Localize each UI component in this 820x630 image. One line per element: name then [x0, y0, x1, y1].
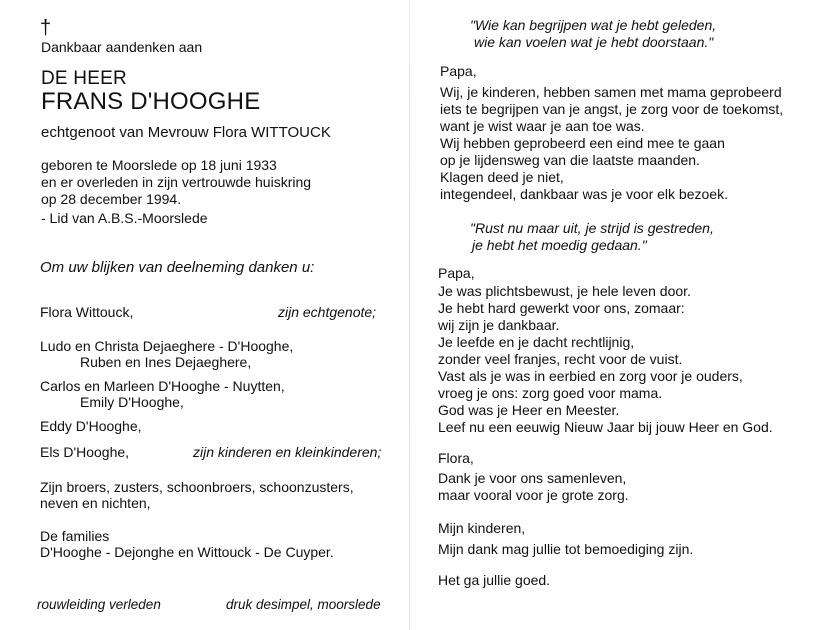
quote-2 — [470, 220, 714, 254]
thanks-heading: Om uw blijken van deelneming danken u: — [40, 259, 315, 276]
closing-line: Het ga jullie goed. — [438, 572, 551, 588]
siblings-line-2: neven en nichten, — [40, 495, 151, 511]
siblings-line-1: Zijn broers, zusters, schoonbroers, schoonzusters, — [40, 479, 354, 495]
papa-salutation-2: Papa, — [438, 265, 475, 281]
paragraph-line: Je leefde en je dacht rechtlijnig, — [438, 334, 635, 350]
membership-line: - Lid van A.B.S.-Moorslede — [41, 210, 208, 226]
cross-icon: † — [40, 17, 52, 39]
quote-line: je hebt het moedig gedaan." — [472, 237, 647, 253]
honorific-title: DE HEER — [41, 68, 127, 89]
paragraph-line: Wij, je kinderen, hebben samen met mama geprobeerd — [440, 84, 782, 100]
right-page — [410, 0, 820, 630]
mourner-family-1: Ludo en Christa Dejaeghere - D'Hooghe, — [40, 338, 294, 354]
papa-paragraph-2 — [438, 283, 773, 436]
quote-line: wie kan voelen wat je hebt doorstaan." — [474, 34, 714, 50]
life-line: en er overleden in zijn vertrouwde huiskring — [41, 174, 312, 190]
mourner-grandchildren-1: Ruben en Ines Dejaeghere, — [80, 354, 252, 370]
paragraph-line: op je lijdensweg van die laatste maanden. — [440, 152, 700, 168]
paragraph-line: Leef nu een eeuwig Nieuw Jaar bij jouw Heer en God. — [438, 419, 773, 435]
paragraph-line: integendeel, dankbaar was je voor elk bezoek. — [440, 186, 728, 202]
intro-text: Dankbaar aandenken aan — [41, 39, 203, 55]
mourner-grandchildren-2: Emily D'Hooghe, — [80, 394, 184, 410]
children-salutation: Mijn kinderen, — [438, 520, 526, 536]
mourner-child-4: Els D'Hooghe, — [40, 444, 130, 460]
paragraph-line: zonder veel franjes, recht voor de vuist. — [438, 351, 683, 367]
papa-paragraph-1 — [440, 84, 783, 203]
families-line-2: D'Hooghe - Dejonghe en Wittouck - De Cuyper. — [40, 544, 334, 560]
paragraph-line: Wij hebben geprobeerd een eind mee te gaan — [440, 135, 725, 151]
mourner-spouse-role: zijn echtgenote; — [278, 304, 377, 320]
children-role: zijn kinderen en kleinkinderen; — [193, 444, 382, 460]
paragraph-line: Klagen deed je niet, — [440, 169, 564, 185]
mourner-child-3: Eddy D'Hooghe, — [40, 418, 142, 434]
flora-salutation: Flora, — [438, 450, 474, 466]
paragraph-line: Je was plichtsbewust, je hele leven door. — [438, 283, 691, 299]
families-line-1: De families — [40, 528, 110, 544]
footer-printer: druk desimpel, moorslede — [226, 597, 381, 612]
paragraph-line: iets te begrijpen van je angst, je zorg voor de toekomst, — [440, 101, 784, 117]
life-line: geboren te Moorslede op 18 juni 1933 — [41, 157, 277, 173]
paragraph-line: vroeg je ons: zorg goed voor mama. — [438, 385, 663, 401]
paragraph-line: Dank je voor ons samenleven, — [438, 470, 627, 486]
spouse-line: echtgenoot van Mevrouw Flora WITTOUCK — [41, 124, 331, 141]
children-message: Mijn dank mag jullie tot bemoediging zijn. — [438, 541, 694, 557]
paragraph-line: want je wist waar je aan toe was. — [440, 118, 645, 134]
paragraph-line: maar vooral voor je grote zorg. — [438, 487, 629, 503]
quote-line: "Wie kan begrijpen wat je hebt geleden, — [470, 17, 717, 33]
flora-paragraph — [438, 470, 629, 504]
paragraph-line: Je hebt hard gewerkt voor ons, zomaar: — [438, 300, 685, 316]
mourner-spouse-name: Flora Wittouck, — [40, 304, 134, 320]
deceased-name: FRANS D'HOOGHE — [41, 88, 261, 115]
mourner-family-2: Carlos en Marleen D'Hooghe - Nuytten, — [40, 378, 285, 394]
paragraph-line: Vast als je was in eerbied en zorg voor je ouders, — [438, 368, 743, 384]
papa-salutation-1: Papa, — [440, 63, 477, 79]
paragraph-line: wij zijn je dankbaar. — [438, 317, 560, 333]
life-line: op 28 december 1994. — [41, 191, 182, 207]
quote-line: "Rust nu maar uit, je strijd is gestreden, — [470, 220, 714, 236]
footer-funeral-director: rouwleiding verleden — [37, 597, 161, 612]
paragraph-line: God was je Heer en Meester. — [438, 402, 620, 418]
life-dates — [41, 157, 311, 208]
quote-1 — [470, 17, 716, 51]
